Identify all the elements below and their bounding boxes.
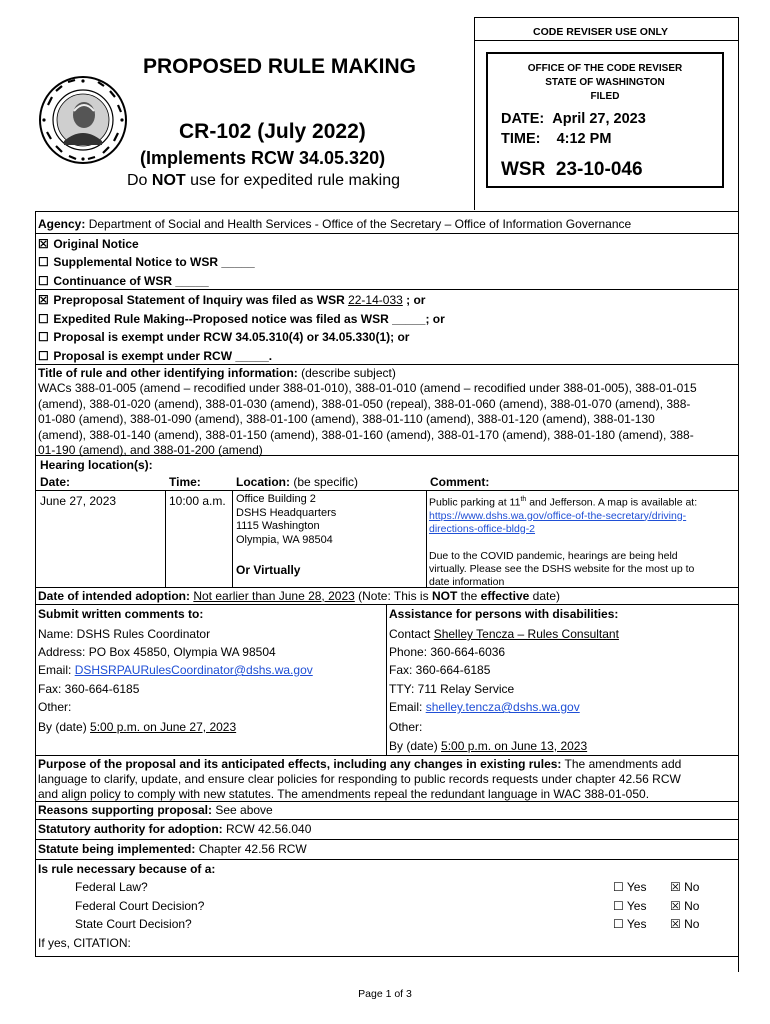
exempt-310-checkbox[interactable]: ☐ [38, 330, 49, 344]
code-reviser-use-only: CODE REVISER USE ONLY [533, 26, 668, 38]
citation-label: If yes, CITATION: [38, 936, 131, 950]
hearing-or-virtually: Or Virtually [236, 563, 301, 577]
filed-wsr: WSR 23-10-046 [501, 159, 643, 180]
title-of-rule-text: WACs 388-01-005 (amend – recodified under 388-01-010), 388-01-010 (amend – recodified under 388-01-005), 388-01-015 (amend), 388-01-020 (amend), 388-01-030 (amend), 388-01-050 (repeal), 388-01-060 (amend), 388-01-070 (amend), 388- 01-080 (amend), 388-01-090 (amend), 388-01-100 (amend), 388-01-110 (amend), 388-01-120 (amend), 388-01-130 (amend), 388-01-140 (amend), 388-01-150 (amend), 388-01-160 (amend), 388-01-170 (amend), 388-01-180 (amend), 388- 01-190 (amend), and 388-01-200 (amend) [38, 381, 697, 457]
assistance-tty: TTY: 711 Relay Service [389, 682, 515, 696]
assistance-contact: Contact Shelley Tencza – Rules Consultant [389, 627, 619, 641]
hearing-location-label: Hearing location(s): [40, 458, 153, 472]
hearing-comment: Public parking at 11th and Jefferson. A map is available at: https://www.dshs.wa.gov/office-of-the-secretary/driving- directions-office-bldg-2 Due to the COVID pandemic, hearings are being held virtually. Please see the DSHS website for the most up to date information [429, 496, 698, 588]
federal-court-label: Federal Court Decision? [75, 899, 205, 913]
exempt-rcw-checkbox[interactable]: ☐ [38, 349, 49, 363]
assistance-phone: Phone: 360-664-6036 [389, 645, 506, 659]
federal-court-no[interactable]: ☒ No [670, 899, 700, 913]
continuance-checkbox[interactable]: ☐ [38, 274, 49, 288]
submit-address: Address: PO Box 45850, Olympia WA 98504 [38, 645, 276, 659]
submit-name: Name: DSHS Rules Coordinator [38, 627, 211, 641]
supplemental-notice: ☐ Supplemental Notice to WSR _____ [38, 255, 255, 269]
filed-time: TIME: 4:12 PM [501, 131, 612, 147]
state-court-yes[interactable]: ☐ Yes [613, 917, 647, 931]
driving-directions-link-cont[interactable]: directions-office-bldg-2 [429, 522, 536, 535]
hearing-col-date: Date: [40, 475, 71, 489]
assistance-email-link[interactable]: shelley.tencza@dshs.wa.gov [425, 700, 580, 714]
submit-other: Other: [38, 700, 72, 714]
rule-necessary-label: Is rule necessary because of a: [38, 862, 216, 876]
page-number: Page 1 of 3 [358, 988, 412, 1000]
federal-law-yes[interactable]: ☐ Yes [613, 880, 647, 894]
submit-comments-label: Submit written comments to: [38, 607, 204, 621]
agency-line: Agency: Department of Social and Health Services - Office of the Secretary – Office of Information Governance [38, 217, 632, 231]
statute-implemented: Statute being implemented: Chapter 42.56 RCW [38, 842, 307, 856]
state-seal-icon [38, 75, 128, 165]
hearing-col-time: Time: [169, 475, 201, 489]
submit-email-link[interactable]: DSHSRPAURulesCoordinator@dshs.wa.gov [74, 663, 313, 677]
exempt-rcw: ☐ Proposal is exempt under RCW _____. [38, 349, 273, 363]
submit-by-date: By (date) 5:00 p.m. on June 27, 2023 [38, 720, 237, 734]
preproposal-checkbox[interactable]: ☒ [38, 293, 49, 307]
hearing-col-location: Location: (be specific) [236, 475, 359, 489]
page-title: PROPOSED RULE MAKING [143, 55, 417, 78]
state-court-label: State Court Decision? [75, 917, 192, 931]
hearing-location: Office Building 2 DSHS Headquarters 1115 Washington Olympia, WA 98504 [236, 493, 337, 546]
purpose-section: Purpose of the proposal and its anticipated effects, including any changes in existing rules: The amendments add language to clarify, update, and ensure clear policies for responding to public records requests under chapter 42.56 RCW and align policy to comply with new statutes. The amendments repeal the redundant language in WAC 388-01-050. [38, 757, 682, 801]
original-notice: ☒ Original Notice [38, 237, 139, 251]
submit-fax: Fax: 360-664-6185 [38, 682, 140, 696]
filed-date: DATE: April 27, 2023 [501, 111, 646, 127]
supplemental-notice-checkbox[interactable]: ☐ [38, 255, 49, 269]
preproposal-wsr: 22-14-033 [348, 293, 403, 307]
driving-directions-link[interactable]: https://www.dshs.wa.gov/office-of-the-secretary/driving- [429, 509, 687, 522]
expedited-rule-making: ☐ Expedited Rule Making--Proposed notice was filed as WSR _____; or [38, 312, 445, 326]
assistance-other: Other: [389, 720, 423, 734]
filed-header: OFFICE OF THE CODE REVISER STATE OF WASHINGTON FILED [527, 63, 683, 102]
preproposal-inquiry: ☒ Preproposal Statement of Inquiry was filed as WSR 22-14-033 ; or [38, 293, 426, 307]
form-id: CR-102 (July 2022) [179, 120, 366, 143]
federal-court-yes[interactable]: ☐ Yes [613, 899, 647, 913]
expedited-checkbox[interactable]: ☐ [38, 312, 49, 326]
intended-adoption: Date of intended adoption: Not earlier than June 28, 2023 (Note: This is NOT the effective date) [38, 589, 561, 603]
implements-rcw: (Implements RCW 34.05.320) [140, 148, 386, 168]
assistance-by-date: By (date) 5:00 p.m. on June 13, 2023 [389, 739, 588, 753]
reasons-supporting: Reasons supporting proposal: See above [38, 803, 273, 817]
assistance-label: Assistance for persons with disabilities: [389, 607, 619, 621]
submit-email: Email: DSHSRPAURulesCoordinator@dshs.wa.gov [38, 663, 313, 677]
expedited-warning: Do NOT use for expedited rule making [127, 172, 401, 189]
assistance-fax: Fax: 360-664-6185 [389, 663, 491, 677]
continuance-notice: ☐ Continuance of WSR _____ [38, 274, 209, 288]
exempt-310: ☐ Proposal is exempt under RCW 34.05.310(4) or 34.05.330(1); or [38, 330, 410, 344]
hearing-time: 10:00 a.m. [169, 494, 226, 508]
federal-law-no[interactable]: ☒ No [670, 880, 700, 894]
statutory-authority: Statutory authority for adoption: RCW 42.56.040 [38, 822, 312, 836]
original-notice-checkbox[interactable]: ☒ [38, 237, 49, 251]
hearing-col-comment: Comment: [430, 475, 490, 489]
title-of-rule-label: Title of rule and other identifying information: (describe subject) [38, 366, 396, 380]
federal-law-label: Federal Law? [75, 880, 148, 894]
state-court-no[interactable]: ☒ No [670, 917, 700, 931]
assistance-email: Email: shelley.tencza@dshs.wa.gov [389, 700, 580, 714]
hearing-date: June 27, 2023 [40, 494, 117, 508]
